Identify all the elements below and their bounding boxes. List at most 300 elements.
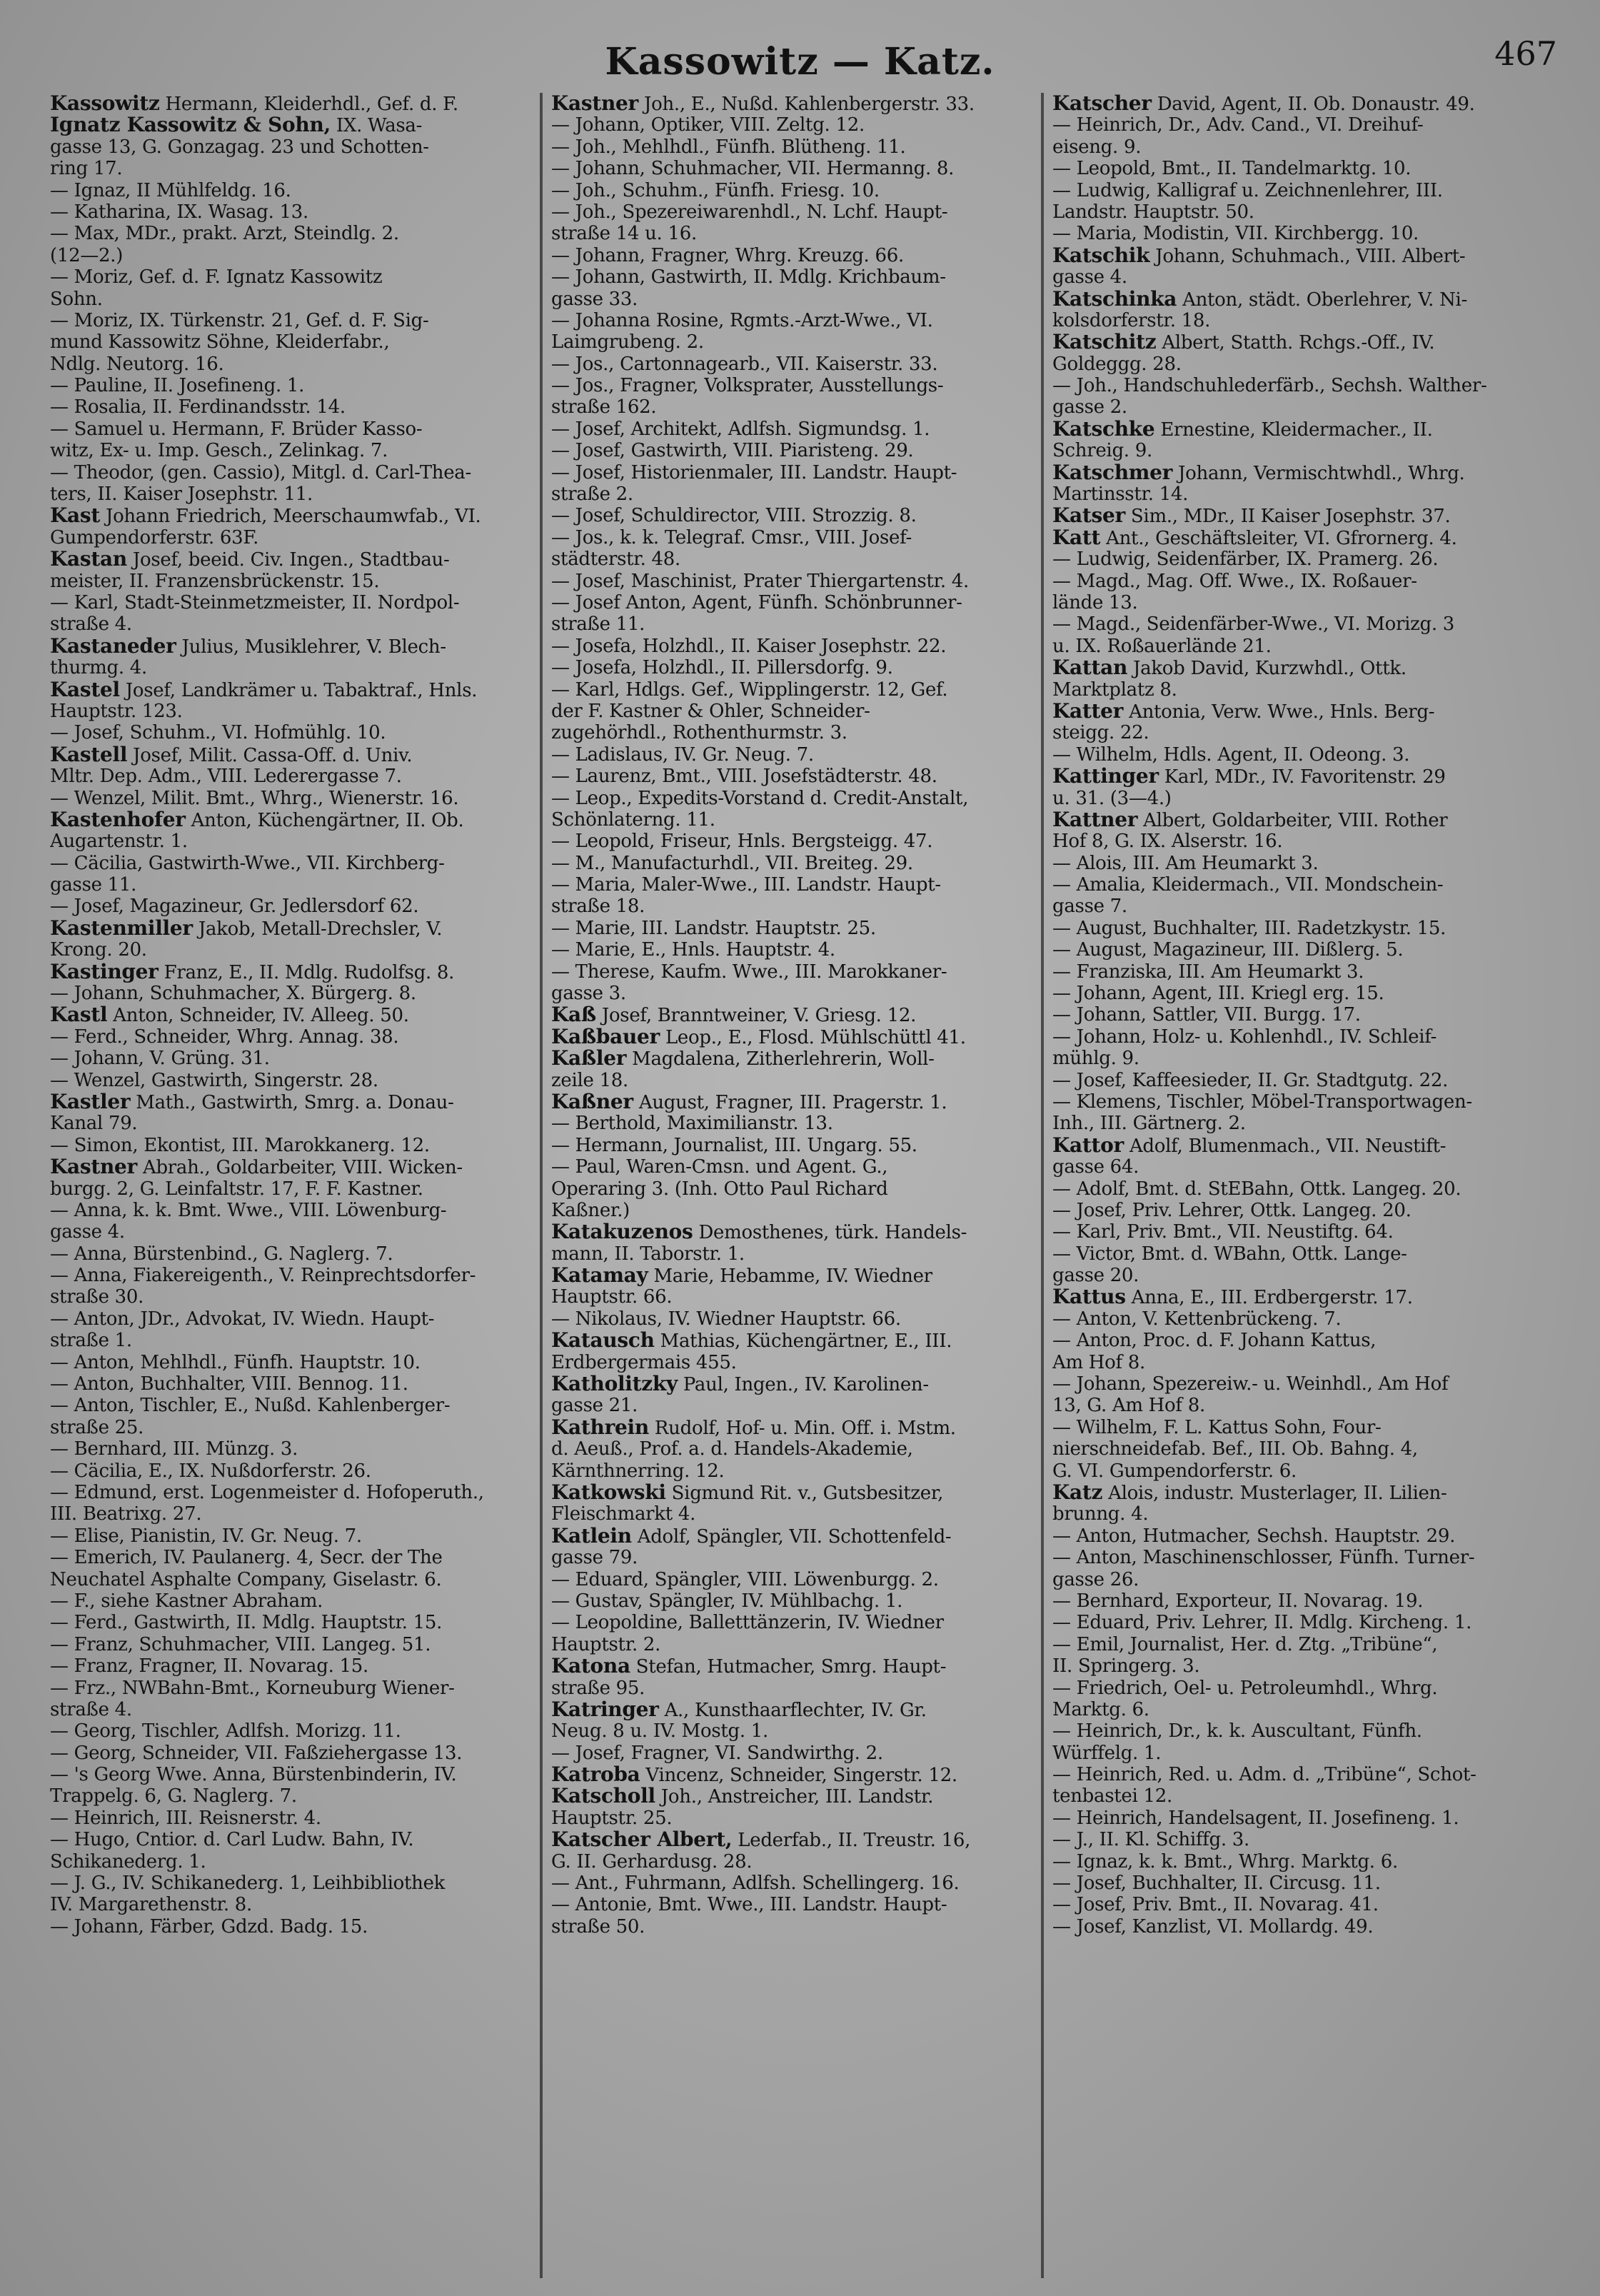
entry-text: Josef, beeid. Civ. Ingen., Stadtbau- [126, 549, 450, 571]
directory-entry-line [551, 505, 1032, 526]
directory-entry-line [551, 1091, 1032, 1113]
entry-text: — Anton, V. Kettenbrückeng. 7. [1052, 1308, 1342, 1330]
entry-text: — Max, MDr., prakt. Arzt, Steindlg. 2. [50, 223, 399, 245]
entry-text: — Moriz, IX. Türkenstr. 21, Gef. d. F. Sig- [50, 309, 429, 331]
entry-text: Fleischmarkt 4. [551, 1503, 696, 1525]
directory-entry-line [50, 375, 531, 396]
directory-entry-line [551, 1308, 1032, 1330]
entry-text: — Joh., Schuhm., Fünfh. Friesg. 10. [551, 179, 880, 201]
directory-entry-line [551, 853, 1032, 874]
directory-entry-line [551, 1699, 1032, 1720]
directory-entry-line [50, 114, 531, 136]
entry-text: — Maria, Modistin, VII. Kirchbergg. 10. [1052, 223, 1419, 245]
directory-entry-line [50, 1590, 531, 1612]
directory-entry-line [551, 331, 1032, 353]
directory-entry-line [50, 266, 531, 288]
directory-entry-line [50, 1026, 531, 1048]
directory-entry-line [50, 462, 531, 483]
entry-text: gasse 21. [551, 1395, 638, 1417]
directory-entry-line [1052, 114, 1534, 136]
entry-surname: Kattner [1052, 808, 1138, 831]
entry-text: — Marie, E., Hnls. Hauptstr. 4. [551, 939, 835, 961]
entry-text: Mathias, Küchengärtner, E., III. [654, 1330, 952, 1352]
directory-entry-line [1052, 1330, 1534, 1351]
directory-entry-line [50, 158, 531, 179]
directory-entry-line [551, 310, 1032, 331]
entry-text: städterstr. 48. [551, 548, 680, 571]
directory-entry-line [1052, 1634, 1534, 1655]
entry-text: Kärnthnerring. 12. [551, 1460, 725, 1482]
entry-text: straße 11. [551, 613, 645, 636]
entry-text: — Josef, Buchhalter, II. Circusg. 11. [1052, 1873, 1381, 1895]
directory-entry-line [50, 766, 531, 787]
directory-entry-line [50, 918, 531, 939]
directory-entry-line [50, 722, 531, 743]
directory-entry-line [551, 983, 1032, 1004]
entry-text: gasse 79. [551, 1547, 638, 1569]
entry-text: Albert, Goldarbeiter, VIII. Rother [1137, 809, 1448, 831]
entry-text: — Franziska, III. Am Heumarkt 3. [1052, 961, 1364, 983]
directory-entry-line [1052, 1460, 1534, 1482]
directory-entry-line [551, 1503, 1032, 1525]
entry-text: — Frz., NWBahn-Bmt., Korneuburg Wiener- [50, 1677, 455, 1699]
directory-entry-line [50, 961, 531, 983]
directory-entry-line [551, 158, 1032, 179]
directory-entry-line [50, 1308, 531, 1330]
entry-text: gasse 11. [50, 874, 137, 896]
entry-text: tenbastei 12. [1052, 1785, 1172, 1808]
entry-text: straße 18. [551, 896, 645, 918]
entry-text: — Georg, Tischler, Adlfsh. Morizg. 11. [50, 1720, 401, 1743]
directory-entry-line [1052, 766, 1534, 787]
directory-column-2 [545, 93, 1038, 2278]
directory-entry-line [1052, 722, 1534, 743]
directory-entry-line [551, 1655, 1032, 1677]
entry-text: gasse 7. [1052, 896, 1127, 918]
directory-entry-line [50, 1048, 531, 1069]
directory-entry-line [551, 1026, 1032, 1048]
entry-text: — Jos., Fragner, Volksprater, Ausstellungs- [551, 375, 944, 397]
entry-text: Karl, MDr., IV. Favoritenstr. 29 [1158, 766, 1446, 788]
entry-text: — Ignaz, II Mühlfeldg. 16. [50, 179, 291, 201]
directory-entry-line [50, 245, 531, 266]
directory-entry-line [1052, 1113, 1534, 1134]
directory-entry-line [1052, 744, 1534, 766]
entry-surname: Kastenhofer [50, 808, 186, 831]
directory-entry-line [1052, 1829, 1534, 1850]
directory-entry-line [1052, 1482, 1534, 1503]
entry-text: — Rosalia, II. Ferdinandsstr. 14. [50, 396, 346, 418]
directory-entry-line [50, 201, 531, 223]
directory-entry-line [1052, 613, 1534, 635]
directory-entry-line [50, 1265, 531, 1286]
directory-entry-line [1052, 289, 1534, 310]
directory-entry-line [50, 1352, 531, 1373]
directory-entry-line [50, 1699, 531, 1720]
entry-text: Stefan, Hutmacher, Smrg. Haupt- [630, 1656, 947, 1678]
entry-text: Erdbergermais 455. [551, 1351, 737, 1373]
directory-entry-line [551, 483, 1032, 505]
entry-text: — Johann, Holz- u. Kohlenhdl., IV. Schleif- [1052, 1026, 1437, 1048]
entry-surname: Kattus [1052, 1286, 1126, 1308]
entry-text: — Adolf, Bmt. d. StEBahn, Ottk. Langeg. 20. [1052, 1178, 1461, 1200]
entry-text: — Ferd., Schneider, Whrg. Annag. 38. [50, 1026, 399, 1048]
directory-entry-line [1052, 1352, 1534, 1373]
entry-text: — Eduard, Spängler, VIII. Löwenburgg. 2. [551, 1568, 939, 1590]
directory-entry-line [1052, 505, 1534, 526]
entry-surname: Katroba [551, 1764, 640, 1786]
directory-entry-line [551, 657, 1032, 678]
directory-entry-line [50, 1460, 531, 1482]
directory-entry-line [1052, 918, 1534, 939]
entry-text: Trappelg. 6, G. Naglerg. 7. [50, 1785, 297, 1808]
entry-text: — Magd., Seidenfärber-Wwe., VI. Morizg. 3 [1052, 613, 1455, 636]
directory-entry-line [551, 722, 1032, 743]
directory-entry-line [551, 1113, 1032, 1134]
directory-entry-line [50, 223, 531, 244]
entry-text: Marktg. 6. [1052, 1698, 1149, 1720]
entry-text: Schönlaterng. 11. [551, 808, 715, 831]
directory-entry-line [50, 874, 531, 896]
entry-text: gasse 33. [551, 288, 638, 310]
entry-text: steigg. 22. [1052, 722, 1149, 744]
directory-entry-line [1052, 1678, 1534, 1699]
directory-entry-line [1052, 462, 1534, 483]
entry-text: — Josef, Kaffeesieder, II. Gr. Stadtgutg. 22. [1052, 1069, 1449, 1091]
entry-text: Ernestine, Kleidermacher., II. [1154, 418, 1433, 441]
entry-text: — Wenzel, Gastwirth, Singerstr. 28. [50, 1069, 378, 1091]
directory-column-3 [1047, 93, 1539, 2278]
entry-text: — Samuel u. Hermann, F. Brüder Kasso- [50, 418, 423, 440]
entry-text: straße 25. [50, 1416, 144, 1438]
entry-surname: Kastaneder [50, 635, 176, 658]
entry-text: — Edmund, erst. Logenmeister d. Hofoperuth., [50, 1482, 484, 1503]
entry-text: — Ignaz, k. k. Bmt., Whrg. Marktg. 6. [1052, 1850, 1398, 1873]
entry-text: G. VI. Gumpendorferstr. 6. [1052, 1460, 1297, 1482]
entry-surname: Katholitzky [551, 1373, 678, 1395]
directory-entry-line [551, 223, 1032, 244]
directory-entry-line [551, 266, 1032, 288]
directory-entry-line [551, 201, 1032, 223]
entry-surname: Katlein [551, 1525, 632, 1548]
directory-entry-line [551, 636, 1032, 657]
entry-text: — Anton, Proc. d. F. Johann Kattus, [1052, 1330, 1377, 1352]
directory-entry-line [551, 613, 1032, 635]
directory-entry-line [1052, 266, 1534, 288]
directory-entry-line [551, 527, 1032, 548]
entry-text: IX. Wasa- [330, 115, 423, 136]
entry-text: gasse 13, G. Gonzagag. 23 und Schotten- [50, 136, 429, 158]
entry-text: — Josef, Historienmaler, III. Landstr. Haupt- [551, 461, 957, 483]
entry-text: — Franz, Fragner, II. Novarag. 15. [50, 1655, 368, 1678]
directory-entry-line [1052, 636, 1534, 657]
entry-text: mann, II. Taborstr. 1. [551, 1243, 745, 1265]
entry-text: — Franz, Schuhmacher, VIII. Langeg. 51. [50, 1633, 431, 1655]
directory-entry-line [1052, 1243, 1534, 1265]
entry-text: — Josef, Kanzlist, VI. Mollardg. 49. [1052, 1915, 1374, 1937]
directory-entry-line [1052, 1286, 1534, 1308]
entry-text: — Hugo, Cntior. d. Carl Ludw. Bahn, IV. [50, 1829, 414, 1851]
directory-entry-line [1052, 1308, 1534, 1330]
directory-entry-line [551, 93, 1032, 114]
entry-text: — Bernhard, III. Münzg. 3. [50, 1438, 298, 1460]
directory-entry-line [1052, 896, 1534, 917]
entry-text: Sigmund Rit. v., Gutsbesitzer, [665, 1483, 944, 1504]
entry-text: — Jos., k. k. Telegraf. Cmsr., VIII. Josef- [551, 526, 912, 548]
directory-entry-line [1052, 1221, 1534, 1243]
entry-text: Paul, Ingen., IV. Karolinen- [677, 1374, 929, 1395]
directory-entry-line [1052, 1916, 1534, 1937]
entry-text: — Josef, Schuldirector, VIII. Strozzig. 8. [551, 505, 917, 527]
directory-entry-line [1052, 223, 1534, 244]
directory-entry-line [551, 571, 1032, 592]
entry-text: — Anna, Fiakereigenth., V. Reinprechtsdorfer- [50, 1265, 476, 1287]
entry-text: — Alois, III. Am Heumarkt 3. [1052, 852, 1319, 874]
entry-text: — Antonie, Bmt. Wwe., III. Landstr. Haupt- [551, 1894, 947, 1916]
directory-entry-line [1052, 1373, 1534, 1395]
entry-text: Joh., Anstreicher, III. Landstr. [655, 1786, 934, 1808]
entry-text: — Marie, III. Landstr. Hauptstr. 25. [551, 917, 876, 939]
directory-entry-line [1052, 1200, 1534, 1221]
entry-text: Jakob David, Kurzwhdl., Ottk. [1127, 658, 1407, 679]
directory-entry-line [551, 592, 1032, 613]
directory-entry-line [50, 939, 531, 961]
directory-entry-line [1052, 1178, 1534, 1200]
directory-entry-line [551, 1200, 1032, 1221]
entry-text: — Joh., Spezereiwarenhdl., N. Lchf. Haupt- [551, 201, 948, 223]
entry-text: Kanal 79. [50, 1113, 138, 1135]
entry-text: — J., II. Kl. Schiffg. 3. [1052, 1829, 1249, 1851]
entry-text: II. Springerg. 3. [1052, 1655, 1200, 1678]
entry-text: — Johann, Schuhmacher, X. Bürgerg. 8. [50, 983, 416, 1005]
entry-text: Am Hof 8. [1052, 1351, 1146, 1373]
entry-text: Operaring 3. (Inh. Otto Paul Richard [551, 1178, 888, 1200]
entry-text: — Josef, Priv. Bmt., II. Novarag. 41. [1052, 1894, 1379, 1916]
directory-entry-line [1052, 1547, 1534, 1568]
directory-entry-line [50, 180, 531, 201]
entry-text: — Cäcilia, Gastwirth-Wwe., VII. Kirchberg- [50, 852, 445, 874]
entry-text: — Bernhard, Exporteur, II. Novarag. 19. [1052, 1590, 1424, 1612]
directory-entry-line [1052, 354, 1534, 375]
entry-text: Landstr. Hauptstr. 50. [1052, 201, 1254, 223]
entry-text: — Anton, JDr., Advokat, IV. Wiedn. Haupt- [50, 1308, 435, 1330]
entry-text: — Anton, Buchhalter, VIII. Bennog. 11. [50, 1373, 408, 1395]
entry-text: witz, Ex- u. Imp. Gesch., Zelinkag. 7. [50, 440, 388, 462]
entry-text: Schikanederg. 1. [50, 1850, 206, 1873]
directory-entry-line [50, 1916, 531, 1937]
directory-entry-line [551, 1243, 1032, 1265]
directory-entry-line [50, 1373, 531, 1395]
entry-text: der F. Kastner & Ohler, Schneider- [551, 700, 870, 722]
entry-text: Inh., III. Gärtnerg. 2. [1052, 1113, 1246, 1135]
entry-text: Ant., Geschäftsleiter, VI. Gfrornerg. 4. [1100, 527, 1457, 549]
entry-text: Adolf, Blumenmach., VII. Neustift- [1123, 1135, 1446, 1157]
directory-entry-line [551, 918, 1032, 939]
entry-text: Hauptstr. 25. [551, 1807, 673, 1829]
entry-text: Hauptstr. 2. [551, 1633, 661, 1655]
entry-text: meister, II. Franzensbrückenstr. 15. [50, 570, 380, 592]
directory-entry-line [551, 1286, 1032, 1308]
directory-entry-line [50, 657, 531, 678]
entry-surname: Kattinger [1052, 766, 1159, 788]
entry-text: Adolf, Spängler, VII. Schottenfeld- [631, 1525, 952, 1548]
directory-entry-line [551, 1851, 1032, 1873]
entry-surname: Katt [1052, 526, 1101, 549]
directory-entry-line [551, 548, 1032, 570]
directory-entry-line [551, 1460, 1032, 1482]
entry-text: — Joh., Mehlhdl., Fünfh. Blütheng. 11. [551, 136, 906, 158]
directory-entry-line [551, 418, 1032, 440]
entry-surname: Katausch [551, 1330, 655, 1352]
directory-entry-line [50, 1612, 531, 1633]
entry-text: — Johann, Sattler, VII. Burgg. 17. [1052, 1004, 1361, 1026]
directory-entry-line [1052, 1720, 1534, 1742]
entry-text: — Karl, Priv. Bmt., VII. Neustiftg. 64. [1052, 1221, 1394, 1243]
entry-text: G. II. Gerhardusg. 28. [551, 1850, 753, 1873]
directory-entry-line [50, 440, 531, 461]
entry-text: Anton, städt. Oberlehrer, V. Ni- [1177, 289, 1468, 310]
entry-surname: Katz [1052, 1482, 1103, 1504]
entry-text: Lederfab., II. Treustr. 16, [732, 1830, 971, 1851]
entry-text: — Josef, Priv. Lehrer, Ottk. Langeg. 20. [1052, 1199, 1412, 1221]
entry-text: Antonia, Verw. Wwe., Hnls. Berg- [1123, 701, 1435, 723]
entry-text: — Emerich, IV. Paulanerg. 4, Secr. der The [50, 1547, 443, 1569]
entry-text: — Ludwig, Seidenfärber, IX. Pramerg. 26. [1052, 548, 1439, 571]
entry-text: Alois, industr. Musterlager, II. Lilien- [1102, 1483, 1447, 1504]
entry-text: — Georg, Schneider, VII. Faßziehergasse 13. [50, 1742, 463, 1764]
entry-text: straße 4. [50, 613, 132, 636]
directory-entry-line [50, 679, 531, 701]
entry-text: Hof 8, G. IX. Alserstr. 16. [1052, 831, 1283, 853]
directory-entry-line [1052, 831, 1534, 852]
entry-text: — Hermann, Journalist, III. Ungarg. 55. [551, 1134, 917, 1156]
directory-entry-line [50, 331, 531, 353]
directory-entry-line [1052, 1265, 1534, 1286]
entry-text: Demosthenes, türk. Handels- [693, 1222, 967, 1243]
entry-text: eiseng. 9. [1052, 136, 1142, 158]
directory-entry-line [1052, 1851, 1534, 1873]
directory-entry-line [551, 1894, 1032, 1915]
entry-text: August, Fragner, III. Pragerstr. 1. [633, 1091, 947, 1113]
directory-entry-line [50, 983, 531, 1004]
entry-text: Anna, E., III. Erdbergerstr. 17. [1125, 1287, 1413, 1308]
directory-entry-line [551, 896, 1032, 917]
directory-entry-line [551, 1135, 1032, 1156]
entry-text: Vincenz, Schneider, Singerstr. 12. [640, 1765, 957, 1786]
directory-entry-line [1052, 1785, 1534, 1807]
entry-surname: Katschmer [1052, 461, 1173, 484]
directory-entry-line [551, 744, 1032, 766]
directory-columns [44, 93, 1565, 2278]
entry-text: Rudolf, Hof- u. Min. Off. i. Mstm. [648, 1417, 956, 1439]
entry-text: burgg. 2, G. Leinfaltstr. 17, F. F. Kastner. [50, 1178, 423, 1200]
entry-text: Sohn. [50, 288, 103, 310]
entry-text: — Johann, V. Grüng. 31. [50, 1048, 270, 1070]
directory-entry-line [1052, 1156, 1534, 1178]
directory-entry-line [50, 744, 531, 766]
entry-surname: Katscher Albert, [551, 1829, 733, 1851]
entry-text: — Wilhelm, F. L. Kattus Sohn, Four- [1052, 1416, 1382, 1438]
directory-entry-line [1052, 1417, 1534, 1438]
entry-text: — Friedrich, Oel- u. Petroleumhdl., Whrg. [1052, 1677, 1438, 1699]
entry-text: Mltr. Dep. Adm., VIII. Lederergasse 7. [50, 766, 402, 788]
entry-surname: Katringer [551, 1698, 659, 1721]
entry-text: Josef, Landkrämer u. Tabaktraf., Hnls. [119, 679, 478, 701]
directory-entry-line [50, 636, 531, 657]
directory-entry-line [551, 1178, 1032, 1200]
entry-text: — Eduard, Priv. Lehrer, II. Mdlg. Kircheng. 1. [1052, 1612, 1472, 1634]
entry-text: — Johann, Gastwirth, II. Mdlg. Krichbaum- [551, 266, 946, 289]
entry-surname: Katser [1052, 505, 1125, 527]
entry-surname: Kaßbauer [551, 1026, 660, 1048]
entry-text: — F., siehe Kastner Abraham. [50, 1590, 323, 1612]
directory-entry-line [551, 701, 1032, 722]
directory-entry-line [1052, 1873, 1534, 1894]
directory-entry-line [50, 701, 531, 722]
entry-text: Franz, E., II. Mdlg. Rudolfsg. 8. [158, 961, 455, 983]
directory-entry-line [551, 1916, 1032, 1937]
directory-entry-line [551, 114, 1032, 136]
entry-text: Josef, Branntweiner, V. Griesg. 12. [595, 1005, 917, 1026]
entry-text: Anton, Schneider, IV. Alleeg. 50. [107, 1005, 409, 1026]
entry-text: gasse 4. [50, 1221, 125, 1243]
directory-entry-line [50, 1808, 531, 1829]
entry-text: — Maria, Maler-Wwe., III. Landstr. Haupt- [551, 874, 941, 896]
directory-entry-line [1052, 1091, 1534, 1113]
entry-text: — Johanna Rosine, Rgmts.-Arzt-Wwe., VI. [551, 309, 933, 331]
entry-text: IV. Margarethenstr. 8. [50, 1894, 252, 1916]
directory-entry-line [50, 1221, 531, 1243]
directory-entry-line [50, 1113, 531, 1134]
directory-entry-line [50, 1720, 531, 1742]
entry-text: — Josef, Architekt, Adlfsh. Sigmundsg. 1. [551, 418, 930, 440]
entry-text: — Leopold, Bmt., II. Tandelmarktg. 10. [1052, 158, 1412, 180]
entry-surname: Kastner [551, 93, 638, 115]
entry-text: u. 31. (3—4.) [1052, 787, 1172, 809]
directory-entry-line [551, 1785, 1032, 1807]
directory-entry-line [1052, 158, 1534, 179]
entry-text: — Josef, Gastwirth, VIII. Piaristeng. 29. [551, 440, 914, 462]
entry-text: Schreig. 9. [1052, 440, 1152, 462]
entry-surname: Ignatz Kassowitz & Sohn, [50, 114, 331, 136]
directory-entry-line [50, 1503, 531, 1525]
directory-entry-line [1052, 527, 1534, 548]
entry-text: zugehörhdl., Rothenthurmstr. 3. [551, 722, 847, 744]
entry-text: straße 50. [551, 1915, 645, 1937]
directory-entry-line [551, 1612, 1032, 1633]
directory-entry-line [1052, 201, 1534, 223]
directory-entry-line [1052, 1894, 1534, 1915]
directory-entry-line [50, 418, 531, 440]
entry-text: Gumpendorferstr. 63F. [50, 526, 259, 548]
entry-text: — Josef, Maschinist, Prater Thiergartenstr. 4. [551, 570, 969, 592]
entry-text: — Wenzel, Milit. Bmt., Whrg., Wienerstr. 16. [50, 787, 459, 809]
entry-text: Josef, Milit. Cassa-Off. d. Univ. [127, 744, 413, 766]
directory-entry-line [50, 1070, 531, 1091]
entry-text: Neug. 8 u. IV. Mostg. 1. [551, 1720, 769, 1743]
directory-entry-line [50, 592, 531, 613]
directory-entry-line [551, 1417, 1032, 1438]
directory-entry-line [50, 1156, 531, 1178]
entry-text: Joh., E., Nußd. Kahlenbergerstr. 33. [638, 94, 975, 115]
entry-surname: Kast [50, 505, 100, 527]
directory-entry-line [1052, 1764, 1534, 1785]
page-number: 467 [1494, 34, 1557, 73]
directory-entry-line [551, 1678, 1032, 1699]
entry-text: Krong. 20. [50, 939, 147, 961]
directory-entry-line [1052, 1135, 1534, 1156]
entry-text: — August, Buchhalter, III. Radetzkystr. 15. [1052, 917, 1446, 939]
